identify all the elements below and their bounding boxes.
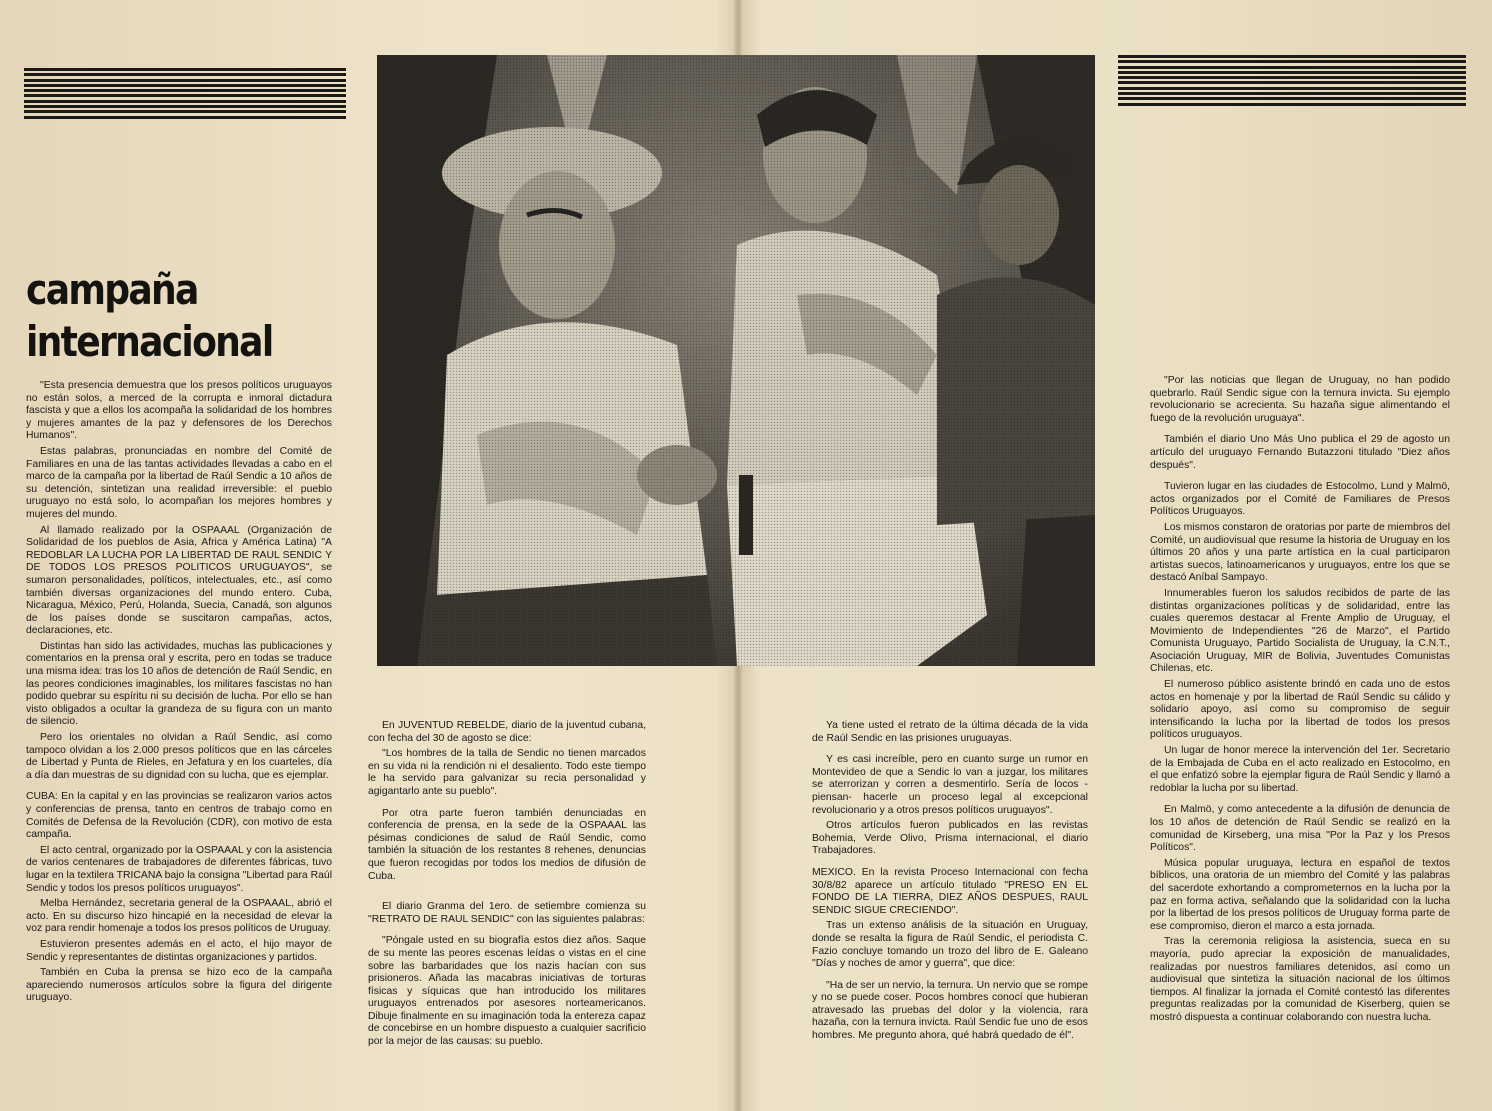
column3-paragraph: "Ha de ser un nervio, la ternura. Un nervio que se rompe y no se puede coser. Pocos hombres conocí que hubieran atravesado las pruebas del dolor y la violencia, rara hazaña, con la ternura invicta. Raúl Sendic fue uno de esos hombres. Me pregunto ahora, qué habrá quedado de él". — [812, 979, 1088, 1042]
decorative-bars-left — [24, 68, 346, 118]
column3-paragraph: Ya tiene usted el retrato de la última década de la vida de Raúl Sendic en las prisiones uruguayas. — [812, 720, 1088, 744]
column1-paragraph: CUBA: En la capital y en las provincias se realizaron varios actos y conferencias de prensa, tanto en centros de trabajo como en Comités de Defensa de la Revolución (CDR), con motivo de esta campaña. — [26, 791, 332, 841]
column1-paragraph: Pero los orientales no olvidan a Raúl Sendic, así como tampoco olvidan a los 2.000 presos políticos que en las cárceles de Libertad y Punta de Rieles, en Jefatura y en los cuarteles, día a día dan muestras de su dignidad con su lucha, que es ejemplar. — [26, 732, 332, 781]
column1-paragraph: También en Cuba la prensa se hizo eco de la campaña apareciendo numerosos artículos sobre la figura del dirigente uruguayo. — [26, 967, 332, 1004]
column1-paragraph: "Esta presencia demuestra que los presos políticos uruguayos no están solos, a merced de la corrupta e inmoral dictadura fascista y que a ellos los acompaña la solidaridad de los hombres y mujeres amantes de la paz y defensores de los Derechos Humanos". — [26, 380, 332, 442]
column4-paragraph: Música popular uruguaya, lectura en español de textos bíblicos, una oratoria de un miembro del Comité y las palabras del sacerdote exhortando a comprometernos en la lucha por la paz en forma activa, señalando que la solidaridad con la lucha por la libertad de los presos políticos de Uruguay forma parte de ese compromiso, dieron el marco a esta jornada. — [1150, 857, 1450, 932]
column4-paragraph: Tuvieron lugar en las ciudades de Estocolmo, Lund y Malmö, actos organizados por el Comité de Familiares de Presos Políticos Uruguayos. — [1150, 481, 1450, 518]
column2-paragraph: En JUVENTUD REBELDE, diario de la juventud cubana, con fecha del 30 de agosto se dice: — [368, 720, 646, 744]
article-column-3 — [812, 720, 1088, 1046]
article-column-1 — [26, 380, 332, 1008]
column4-paragraph: El numeroso público asistente brindó en cada uno de estos actos en homenaje y por la libertad de Raúl Sendic su cálido y solidario apoyo, así como su compromiso de seguir intensificando la lucha por la libertad de todos los presos políticos uruguayos. — [1150, 679, 1450, 741]
column2-paragraph: "Póngale usted en su biografía estos diez años. Saque de su mente las peores escenas leídas o vistas en el cine sobre las barbaridades que los nazis hacían con sus prisioneros. Añada las macabras iniciativas de torturas físicas y síquicas que han introducido los militares uruguayos entrenados por asesores norteamericanos. Dibuje finalmente en su imaginación toda la entereza capaz de concebirse en un hombre dispuesto a cualquier sacrificio por la mejor de las causas: su pueblo. — [368, 935, 646, 1048]
column1-paragraph: Estas palabras, pronunciadas en nombre del Comité de Familiares en una de las tantas actividades llevadas a cabo en el marco de la campaña por la libertad de Raúl Sendic a 10 años de su detención, sintetizan una realidad irreversible: el pueblo uruguayo no está solo, lo acompañan los mejores hombres y mujeres del mundo. — [26, 445, 332, 520]
column4-paragraph: Un lugar de honor merece la intervención del 1er. Secretario de la Embajada de Cuba en el acto realizado en Estocolmo, en el que enfatizó sobre la ejemplar figura de Raúl Sendic y llamó a redoblar la lucha por su libertad. — [1150, 745, 1450, 794]
column1-paragraph: Distintas han sido las actividades, muchas las publicaciones y comentarios en la prensa oral y escrita, pero en todas se traduce una misma idea: tras los 10 años de detención de Raúl Sendic, en las peores condiciones imaginables, los militares fascistas no han podido quebrar su espíritu ni su decisión de lucha. Por ello se han visto obligados a ocultar la grandeza de su figura con un manto de silencio. — [26, 640, 332, 728]
column4-paragraph: También el diario Uno Más Uno publica el 29 de agosto un artículo del uruguayo Fernando Butazzoni titulado "Diez años después". — [1150, 434, 1450, 471]
column3-paragraph: Y es casi increíble, pero en cuanto surge un rumor en Montevideo de que a Sendic lo van a juzgar, los militares se aterrorizan y corren a desmentirlo. Sería de locos -piensan- hacerle un proceso legal al excepcional revolucionario y a otros presos políticos uruguayos". — [812, 754, 1088, 816]
column4-paragraph: En Malmö, y como antecedente a la difusión de denuncia de los 10 años de detención de Raúl Sendic se realizó en la comunidad de Kirseberg, una misa "Por la Paz y los Presos Políticos". — [1150, 804, 1450, 854]
article-column-2 — [368, 720, 646, 1052]
column3-paragraph: Tras un extenso análisis de la situación en Uruguay, donde se resalta la figura de Raúl Sendic, el periodista C. Fazio concluye tomando un trozo del libro de E. Galeano "Días y noches de amor y guerra", que dice: — [812, 920, 1088, 970]
column2-paragraph: El diario Granma del 1ero. de setiembre comienza su "RETRATO DE RAUL SENDIC" con las siguientes palabras: — [368, 901, 646, 925]
decorative-bars-right — [1118, 55, 1466, 105]
column1-paragraph: Al llamado realizado por la OSPAAAL (Organización de Solidaridad de los pueblos de Asia, Africa y América Latina) "A REDOBLAR LA LUCHA POR LA LIBERTAD DE RAUL SENDIC Y DE TODOS LOS PRESOS POLITICOS URUGUAYOS", se sumaron personalidades, políticos, intelectuales, etc., así como también diversas organizaciones del mundo entero. Cuba, Nicaragua, México, Perú, Holanda, Suecia, Canadá, son algunos de los países donde se suscitaron campañas, actos, declaraciones, etc. — [26, 524, 332, 637]
headline-line1: campaña — [26, 265, 198, 314]
column3-paragraph: MEXICO. En la revista Proceso Internacional con fecha 30/8/82 aparece un artículo titulado "PRESO EN EL FONDO DE LA TIERRA, DIEZ AÑOS DESPUES, RAUL SENDIC SIGUE CRECIENDO". — [812, 866, 1088, 916]
article-column-4 — [1150, 375, 1450, 1028]
guerrilla-photo-icon — [377, 55, 1095, 666]
column4-paragraph: Innumerables fueron los saludos recibidos de parte de las distintas organizaciones políticas y de solidaridad, entre las cuales queremos destacar al Frente Amplio de Uruguay, el Movimiento de Independientes "26 de Marzo", el Partido Comunista Uruguayo, Partido Socialista de Uruguay, la C.N.T., Asociación Uruguay, MIR de Bolivia, Juventudes Comunistas Chilenas, etc. — [1150, 587, 1450, 675]
headline — [26, 264, 284, 368]
column3-paragraph: Otros artículos fueron publicados en las revistas Bohemia, Verde Olivo, Prisma internacional, el diario Trabajadores. — [812, 820, 1088, 857]
column2-paragraph: Por otra parte fueron también denunciadas en conferencia de prensa, en la sede de la OSPAAAL las pésimas condiciones de salud de Raúl Sendic, como también la situación de los restantes 8 rehenes, denuncias que fueron recogidas por todos los medios de difusión de Cuba. — [368, 807, 646, 882]
column4-paragraph: Tras la ceremonia religiosa la asistencia, sueca en su mayoría, pudo apreciar la exposición de manualidades, realizadas por nuestros familiares detenidos, así como un audiovisual que sintetiza la situación nacional de los últimos tiempos. Al finalizar la jornada el Comité contestó las diferentes preguntas realizadas por la comunidad de Kiserberg, quien se mostró dispuesta a continuar colaborando con nuestra lucha. — [1150, 936, 1450, 1023]
column4-paragraph: "Por las noticias que llegan de Uruguay, no han podido quebrarlo. Raúl Sendic sigue con la ternura invicta. Su ejemplo revolucionario se acrecienta. Su hazaña sigue alimentando el fuego de la revolución uruguaya". — [1150, 375, 1450, 424]
column1-paragraph: Melba Hernández, secretaria general de la OSPAAAL, abrió el acto. En su discurso hizo hincapié en la necesidad de elevar la voz para rendir homenaje a todos los presos políticos de Uruguay. — [26, 898, 332, 935]
column2-paragraph: "Los hombres de la talla de Sendic no tienen marcados en su vida ni la rendición ni el desaliento. Todo este tiempo le ha servido para galvanizar su recia personalidad y agigantarlo ante su pueblo". — [368, 748, 646, 797]
column4-paragraph: Los mismos constaron de oratorias por parte de miembros del Comité, un audiovisual que resume la historia de Uruguay en los últimos 20 años y una parte artística en la cual participaron artistas suecos, latinoamericanos y uruguayos, entre los que se destacó Aníbal Sampayo. — [1150, 521, 1450, 584]
headline-line2: internacional — [26, 317, 273, 366]
column1-paragraph: Estuvieron presentes además en el acto, el hijo mayor de Sendic y representantes de distintas organizaciones y partidos. — [26, 938, 332, 963]
column1-paragraph: El acto central, organizado por la OSPAAAL y con la asistencia de varios centenares de trabajadores de diferentes fábricas, tuvo lugar en la textilera TRICANA bajo la consigna "Libertad para Raúl Sendic y todos los presos políticos uruguayos". — [26, 844, 332, 894]
